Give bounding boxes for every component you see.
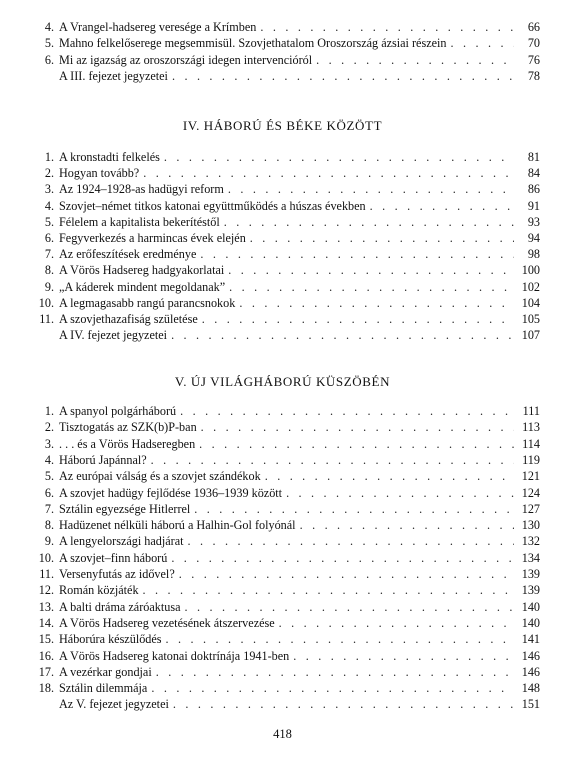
entry-page-number: 121 bbox=[521, 469, 540, 484]
entry-number: 1. bbox=[44, 150, 54, 164]
dot-leader bbox=[167, 550, 514, 566]
dot-leader bbox=[195, 436, 514, 452]
entry-title: Tisztogatás az SZK(b)P-ban bbox=[59, 420, 197, 435]
toc-entry bbox=[36, 295, 540, 311]
entry-page-number: 107 bbox=[521, 328, 540, 343]
entry-number: 7. bbox=[44, 247, 54, 262]
entry-title: A Vörös Hadsereg katonai doktrínája 1941-ben bbox=[59, 648, 290, 663]
toc-entry bbox=[36, 533, 540, 549]
toc-entry bbox=[36, 165, 540, 181]
toc-entry bbox=[36, 631, 540, 647]
entry-page-number: 140 bbox=[521, 615, 540, 630]
entry-title: Szovjet–német titkos katonai együttműködés a húszas években bbox=[59, 198, 366, 213]
entry-number: 8. bbox=[44, 518, 54, 533]
entry-number: 12. bbox=[38, 583, 54, 598]
toc-entry bbox=[36, 214, 540, 230]
entry-page-number: 130 bbox=[521, 518, 540, 533]
dot-leader bbox=[160, 149, 514, 165]
entry-title: A kronstadti felkelés bbox=[59, 150, 160, 164]
toc-entry bbox=[36, 648, 540, 664]
entry-number: 4. bbox=[44, 452, 54, 467]
entry-title: Mi az igazság az oroszországi idegen intervencióról bbox=[59, 52, 313, 67]
entry-page-number: 104 bbox=[521, 295, 540, 310]
entry-number: 9. bbox=[44, 534, 54, 549]
entry-title: A III. fejezet jegyzetei bbox=[59, 68, 168, 83]
entry-number: 1. bbox=[44, 404, 54, 418]
chapter-heading: IV. HÁBORÚ ÉS BÉKE KÖZÖTT bbox=[182, 118, 383, 133]
entry-number: 17. bbox=[38, 664, 54, 679]
entry-number: 15. bbox=[38, 632, 54, 647]
toc-entry bbox=[36, 262, 540, 278]
entry-title: Versenyfutás az idővel? bbox=[59, 567, 175, 581]
entry-number: 14. bbox=[38, 615, 54, 630]
toc-entry bbox=[36, 246, 540, 262]
entry-page-number: 124 bbox=[521, 485, 540, 500]
toc-entry bbox=[36, 615, 540, 631]
entry-number: 10. bbox=[38, 295, 54, 310]
entry-title: Román közjáték bbox=[59, 583, 139, 598]
entry-number: 6. bbox=[44, 52, 54, 67]
entry-title: Hogyan tovább? bbox=[59, 166, 140, 181]
toc-entry bbox=[36, 149, 540, 165]
toc-entry bbox=[36, 436, 540, 452]
entry-title: A vezérkar gondjai bbox=[59, 664, 152, 679]
entry-page-number: 113 bbox=[522, 420, 540, 435]
entry-page-number: 127 bbox=[521, 501, 540, 516]
entry-number: 9. bbox=[44, 279, 54, 294]
toc-entry bbox=[36, 599, 540, 615]
entry-page-number: 70 bbox=[527, 36, 540, 51]
dot-leader bbox=[181, 599, 515, 615]
toc-entry bbox=[36, 419, 540, 435]
entry-title: Sztálin dilemmája bbox=[59, 681, 148, 696]
entry-title: A balti dráma záróaktusa bbox=[59, 599, 181, 614]
dot-leader bbox=[169, 696, 514, 712]
entry-number: 10. bbox=[38, 550, 54, 565]
dot-leader bbox=[289, 648, 514, 664]
entry-page-number: 139 bbox=[521, 567, 540, 581]
entry-title: A szovjet–finn háború bbox=[59, 550, 168, 565]
entry-number: 18. bbox=[38, 681, 54, 696]
chapter-heading: V. ÚJ VILÁGHÁBORÚ KÜSZÖBÉN bbox=[174, 374, 391, 389]
entry-title: Hadüzenet nélküli háború a Halhin-Gol folyónál bbox=[59, 518, 296, 533]
entry-page-number: 81 bbox=[527, 150, 540, 164]
entry-page-number: 141 bbox=[521, 632, 540, 647]
toc-entry bbox=[36, 485, 540, 501]
entry-number: 3. bbox=[44, 182, 54, 197]
entry-title: A legmagasabb rangú parancsnokok bbox=[59, 295, 236, 310]
entry-number: 3. bbox=[44, 436, 54, 451]
entry-number: 6. bbox=[44, 231, 54, 245]
dot-leader bbox=[176, 403, 514, 419]
entry-number: 5. bbox=[44, 214, 54, 229]
entry-title: Sztálin egyezsége Hitlerrel bbox=[59, 501, 191, 516]
dot-leader bbox=[235, 295, 514, 311]
entry-title: A szovjethazafiság születése bbox=[59, 312, 198, 326]
dot-leader bbox=[256, 19, 514, 35]
toc-entry bbox=[36, 181, 540, 197]
entry-page-number: 91 bbox=[527, 198, 540, 213]
entry-page-number: 119 bbox=[522, 452, 540, 467]
entry-page-number: 98 bbox=[527, 247, 540, 262]
entry-title: A Vrangel-hadsereg veresége a Krímben bbox=[59, 20, 257, 34]
dot-leader bbox=[246, 230, 514, 246]
toc-entry bbox=[36, 68, 540, 84]
entry-page-number: 84 bbox=[527, 166, 540, 181]
dot-leader bbox=[167, 327, 514, 343]
entry-title: Mahno felkelőserege megsemmisül. Szovjethatalom Oroszország ázsiai részein bbox=[59, 36, 447, 51]
entry-page-number: 146 bbox=[521, 648, 540, 663]
entry-page-number: 148 bbox=[521, 681, 540, 696]
dot-leader bbox=[224, 262, 514, 278]
dot-leader bbox=[139, 165, 514, 181]
entry-title: A szovjet hadügy fejlődése 1936–1939 között bbox=[59, 485, 283, 500]
entry-page-number: 139 bbox=[521, 583, 540, 598]
entry-page-number: 114 bbox=[522, 436, 540, 451]
dot-leader bbox=[196, 246, 514, 262]
entry-number: 6. bbox=[44, 485, 54, 500]
entry-number: 8. bbox=[44, 263, 54, 278]
dot-leader bbox=[296, 517, 514, 533]
entry-number: 4. bbox=[44, 198, 54, 213]
entry-title: A Vörös Hadsereg hadgyakorlatai bbox=[59, 263, 225, 278]
entry-number: 5. bbox=[44, 469, 54, 484]
dot-leader bbox=[220, 214, 514, 230]
entry-number: 4. bbox=[44, 20, 54, 34]
dot-leader bbox=[198, 311, 514, 327]
toc-entry bbox=[36, 52, 540, 68]
dot-leader bbox=[282, 485, 514, 501]
entry-page-number: 134 bbox=[521, 550, 540, 565]
toc-entry bbox=[36, 501, 540, 517]
entry-title: Az 1924–1928-as hadügyi reform bbox=[59, 182, 224, 197]
entry-title: „A káderek mindent megoldanak” bbox=[59, 279, 226, 294]
dot-leader bbox=[312, 52, 514, 68]
entry-page-number: 86 bbox=[527, 182, 540, 197]
dot-leader bbox=[275, 615, 514, 631]
dot-leader bbox=[447, 35, 514, 51]
entry-title: A spanyol polgárháború bbox=[59, 404, 177, 418]
toc-entry bbox=[36, 19, 540, 35]
entry-number: 7. bbox=[44, 501, 54, 516]
dot-leader bbox=[168, 68, 514, 84]
toc-entry bbox=[36, 279, 540, 295]
entry-title: Az európai válság és a szovjet szándékok bbox=[59, 469, 261, 484]
entry-page-number: 78 bbox=[527, 68, 540, 83]
entry-title: Az erőfeszítések eredménye bbox=[59, 247, 197, 262]
entry-title: A IV. fejezet jegyzetei bbox=[59, 328, 168, 343]
dot-leader bbox=[366, 198, 514, 214]
entry-title: Háborúra készülődés bbox=[59, 632, 162, 647]
dot-leader bbox=[184, 533, 514, 549]
dot-leader bbox=[225, 279, 514, 295]
dot-leader bbox=[147, 452, 514, 468]
entry-page-number: 146 bbox=[521, 664, 540, 679]
toc-entry bbox=[36, 566, 540, 582]
entry-title: Háború Japánnal? bbox=[59, 452, 147, 467]
toc-entry bbox=[36, 582, 540, 598]
dot-leader bbox=[147, 680, 514, 696]
dot-leader bbox=[162, 631, 514, 647]
entry-page-number: 102 bbox=[521, 279, 540, 294]
entry-title: . . . és a Vörös Hadseregben bbox=[59, 436, 196, 451]
toc-entry bbox=[36, 35, 540, 51]
toc-entry bbox=[36, 550, 540, 566]
entry-page-number: 151 bbox=[521, 697, 540, 712]
entry-number: 11. bbox=[39, 312, 54, 326]
dot-leader bbox=[175, 566, 514, 582]
entry-number: 13. bbox=[38, 599, 54, 614]
entry-number: 2. bbox=[44, 166, 54, 181]
entry-page-number: 140 bbox=[521, 599, 540, 614]
entry-page-number: 111 bbox=[522, 404, 540, 418]
dot-leader bbox=[139, 582, 514, 598]
dot-leader bbox=[224, 181, 514, 197]
dot-leader bbox=[197, 419, 514, 435]
dot-leader bbox=[152, 664, 514, 680]
toc-entry bbox=[36, 311, 540, 327]
toc-entry bbox=[36, 403, 540, 419]
entry-page-number: 132 bbox=[521, 534, 540, 549]
entry-page-number: 94 bbox=[527, 231, 540, 245]
toc-entry bbox=[36, 696, 540, 712]
toc-entry bbox=[36, 327, 540, 343]
entry-title: Félelem a kapitalista bekerítéstől bbox=[59, 214, 220, 229]
entry-page-number: 93 bbox=[527, 214, 540, 229]
toc-entry bbox=[36, 664, 540, 680]
entry-title: A Vörös Hadsereg vezetésének átszervezése bbox=[59, 615, 275, 630]
entry-title: A lengyelországi hadjárat bbox=[59, 534, 184, 549]
page-number: 418 bbox=[273, 727, 292, 741]
entry-page-number: 76 bbox=[527, 52, 540, 67]
entry-page-number: 100 bbox=[521, 263, 540, 278]
entry-number: 11. bbox=[39, 567, 54, 581]
entry-number: 16. bbox=[38, 648, 54, 663]
entry-page-number: 105 bbox=[521, 312, 540, 326]
toc-entry bbox=[36, 517, 540, 533]
toc-entry bbox=[36, 198, 540, 214]
entry-title: Fegyverkezés a harmincas évek elején bbox=[59, 231, 246, 245]
entry-number: 2. bbox=[44, 420, 54, 435]
toc-entry bbox=[36, 230, 540, 246]
toc-entry bbox=[36, 680, 540, 696]
dot-leader bbox=[261, 468, 514, 484]
entry-number: 5. bbox=[44, 36, 54, 51]
entry-title: Az V. fejezet jegyzetei bbox=[59, 697, 169, 712]
dot-leader bbox=[190, 501, 514, 517]
toc-entry bbox=[36, 452, 540, 468]
toc-entry bbox=[36, 468, 540, 484]
entry-page-number: 66 bbox=[527, 20, 540, 34]
